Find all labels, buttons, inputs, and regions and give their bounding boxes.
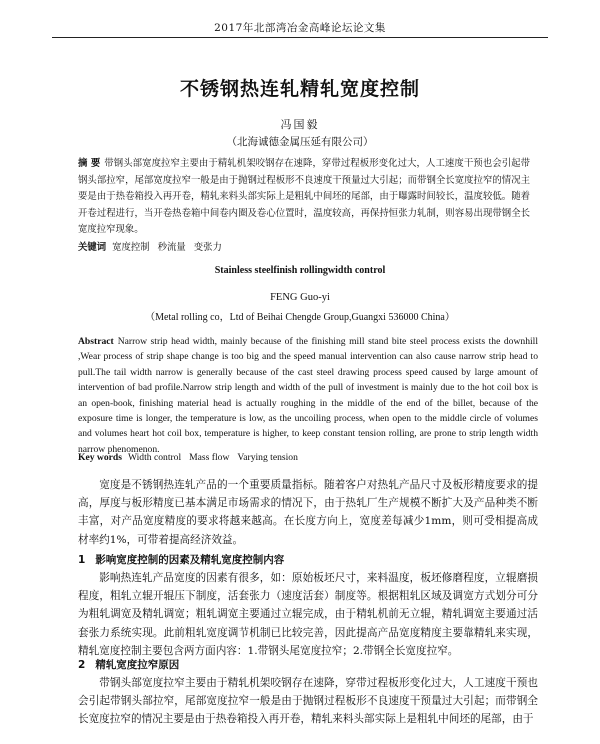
keyword-zh: 变张力 <box>193 242 222 253</box>
keyword-en: Mass flow <box>189 452 230 463</box>
abstract-en <box>78 334 538 457</box>
abstract-en-label: Abstract <box>78 336 114 347</box>
affiliation-en: （Metal rolling co，Ltd of Beihai Chengde Group,Guangxi 536000 China） <box>145 312 455 323</box>
keywords-en <box>78 452 298 463</box>
section-1-paragraph: 影响热连轧产品宽度的因素有很多，如：原始板坯尺寸，来料温度，板坯修磨程度，立辊磨损程度，粗轧立辊开辊压下制度，活套张力（速度活套）制度等。根据粗轧区域及调宽方式划分可分为粗轧调宽及精轧调宽；粗轧调宽主要通过立辊完成，由于精轧机前无立辊，精轧调宽主要通过活套张力系统实现。此前粗轧宽度调节机制已比较完善，因此提高产品宽度精度主要靠精轧来实现，精轧宽度控制主要包含两方面内容：1.带钢头尾宽度拉窄；2.带钢全长宽度拉窄。 <box>78 572 538 657</box>
keyword-en: Varying tension <box>237 452 298 463</box>
keywords-zh <box>78 239 222 253</box>
affiliation: （北海诚德金属压延有限公司） <box>226 136 374 148</box>
paper-title-en: Stainless steelfinish rollingwidth control <box>214 265 386 276</box>
keywords-zh-label: 关键词 <box>78 242 107 253</box>
keyword-zh: 秒流量 <box>157 242 186 253</box>
section-2-title: 精轧宽度拉窄原因 <box>95 659 180 671</box>
section-1-title: 影响宽度控制的因素及精轧宽度控制内容 <box>95 554 285 566</box>
abstract-zh <box>78 156 530 239</box>
section-1-heading <box>78 552 284 567</box>
section-1-number: 1 <box>78 554 86 566</box>
paper-title: 不锈钢热连轧精轧宽度控制 <box>179 78 420 100</box>
intro-paragraph: 宽度是不锈钢热连轧产品的一个重要质量指标。随着客户对热轧产品尺寸及板形精度要求的提高，厚度与板形精度已基本满足市场需求的情况下，由于热轧厂生产规模不断扩大及产品种类不断丰富，对产品宽度精度的要求将越来越高。在长度方向上，宽度差每减少1mm，则可受相提高成材率约1%，可带着提高经济效益。 <box>78 479 538 546</box>
author: 冯国毅 <box>280 118 320 131</box>
author-en: FENG Guo-yi <box>270 292 330 303</box>
header-rule <box>52 37 548 38</box>
section-2-heading <box>78 657 179 672</box>
keywords-en-label: Key words <box>78 452 122 463</box>
section-2-paragraph: 带钢头部宽度拉窄主要由于精轧机架咬钢存在速降，穿带过程板形变化过大，人工速度干预也会引起带钢头部拉窄，尾部宽度拉窄一般是由于抛钢过程板形不良速度干预量过大引起；而带钢全长宽度拉窄的情况主要是由于热卷箱投入再开卷，精轧来料头部实际上是粗轧中间坯的尾部，由于 <box>78 677 538 726</box>
running-head: 2017年北部湾冶金高峰论坛论文集 <box>214 22 386 34</box>
keyword-en: Width control <box>127 452 182 463</box>
keyword-zh: 宽度控制 <box>112 242 150 253</box>
abstract-zh-text: 带钢头部宽度拉窄主要由于精轧机架咬钢存在速降，穿带过程板形变化过大，人工速度干预也会引起带钢头部拉窄，尾部宽度拉窄一般是由于抛钢过程板形不良速度干预量过大引起；而带钢全长宽度拉窄的情况主要是由于热卷箱投入再开卷，精轧来料头部实际上是粗轧中间坯的尾部，由于曝露时间较长，温度较低。随着开卷过程进行，当开卷热卷箱中间卷内圈及卷心位置时，温度较高，再保持恒张力轧制，则容易出现带钢全长宽度拉窄现象。 <box>78 158 530 235</box>
abstract-zh-label: 摘 要 <box>78 158 101 169</box>
abstract-en-text: Narrow strip head width, mainly because of the finishing mill stand bite steel process exists the downhill ,Wear process of strip shape change is too big and the speed manual intervention can also cause narrow strip head to pull.The tail width narrow is generally because of the cast steel drawing process speed caused by large amount of intervention of bad profile.Narrow strip length and width of the pull of investment is mainly due to the hot coil box is an open-book, finishing material head is actually roughing in the middle of the end of the billet, because of the exposure time is longer, the temperature is low, as the uncoiling process, when open to the middle circle of volumes and volumes heart hot coil box, temperature is higher, to keep constant tension rolling, are prone to strip length width narrow phenomenon. <box>78 336 538 455</box>
section-2-number: 2 <box>78 659 86 671</box>
